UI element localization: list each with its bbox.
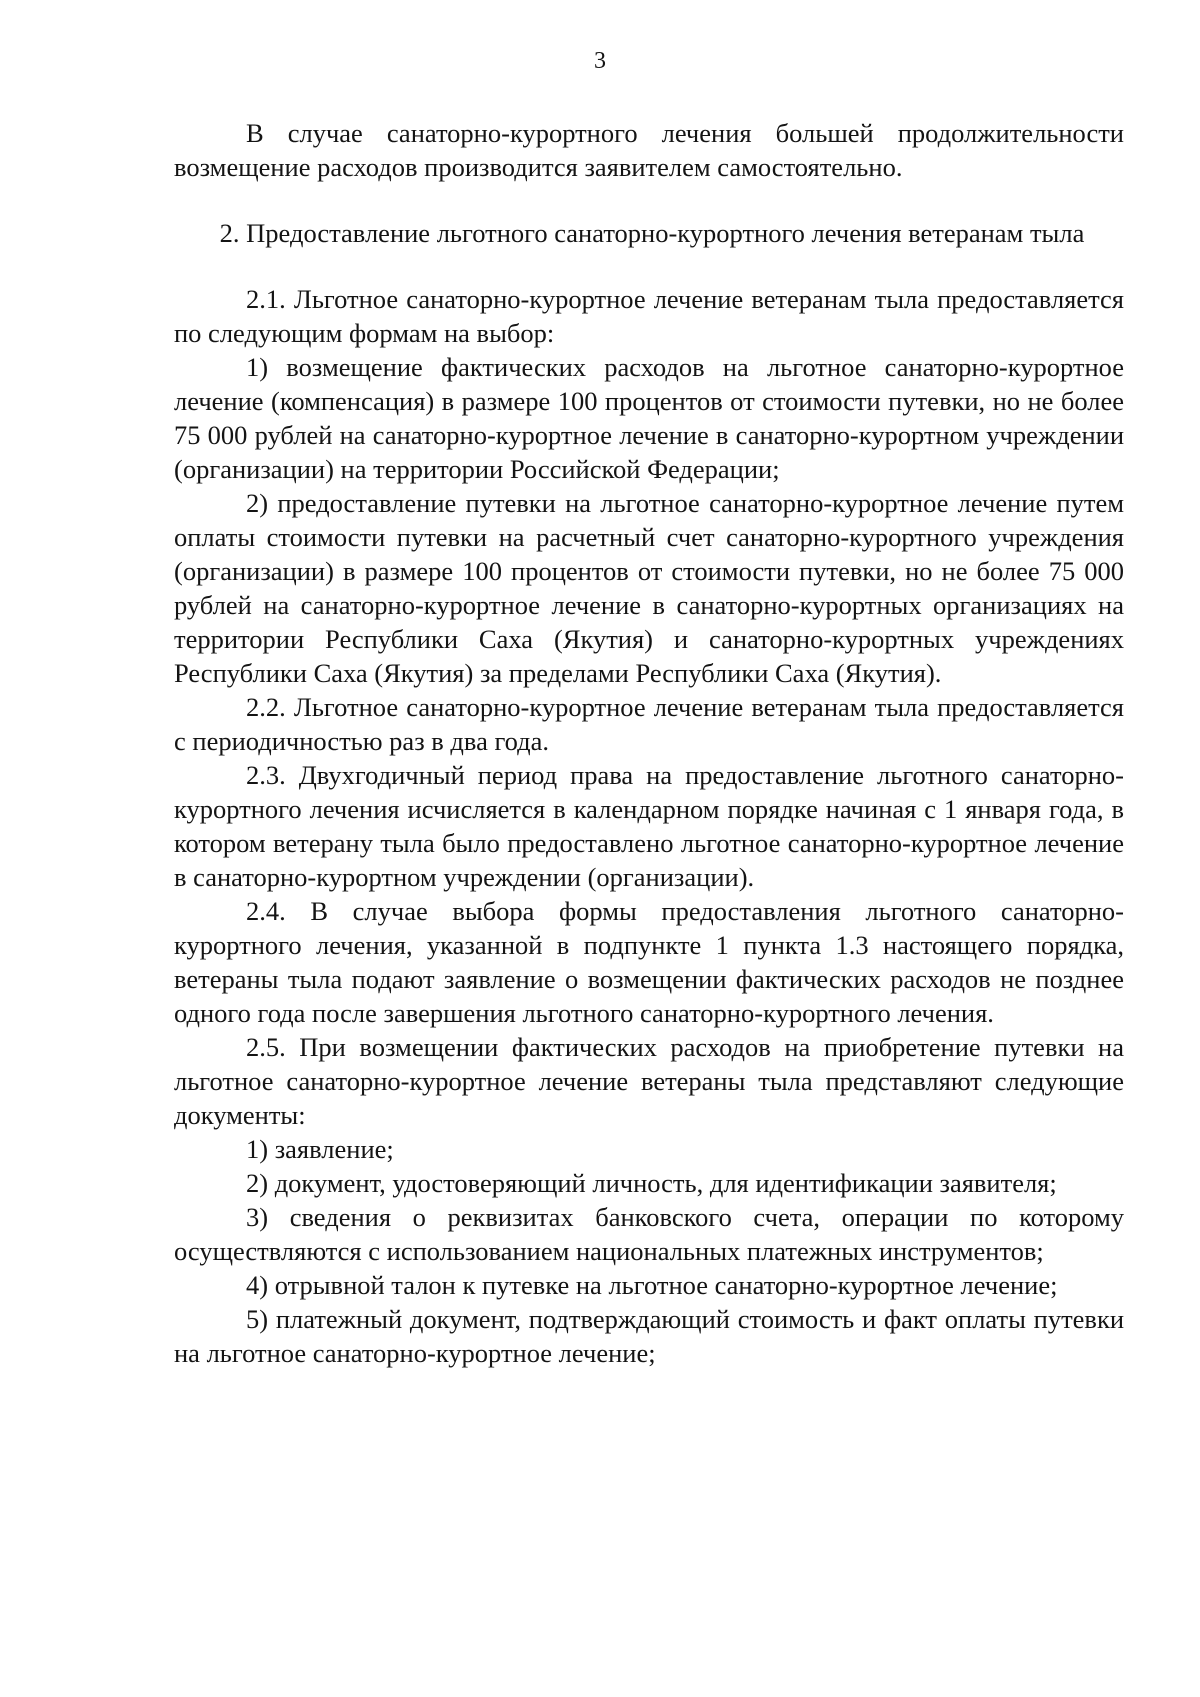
- paragraph-2-5-item-2: 2) документ, удостоверяющий личность, для идентификации заявителя;: [246, 1168, 1057, 1198]
- paragraph-2-4: 2.4. В случае выбора формы предоставления льготного санаторно-курортного лечения, указанной в подпункте 1 пункта 1.3 настоящего порядка, ветераны тыла подают заявление о возмещении фактических расходов не позднее одного года после завершения льготного санаторно-курортного лечения.: [174, 896, 1124, 1028]
- paragraph-reimbursement-note: В случае санаторно-курортного лечения большей продолжительности возмещение расходов производится заявителем самостоятельно.: [174, 118, 1124, 182]
- document-body: [174, 116, 1124, 1370]
- paragraph-2-5: 2.5. При возмещении фактических расходов на приобретение путевки на льготное санаторно-курортное лечение ветераны тыла представляют следующие документы:: [174, 1032, 1124, 1130]
- paragraph-2-5-item-3: 3) сведения о реквизитах банковского счета, операции по которому осуществляются с использованием национальных платежных инструментов;: [174, 1202, 1124, 1266]
- paragraph-2-1: 2.1. Льготное санаторно-курортное лечение ветеранам тыла предоставляется по следующим формам на выбор:: [174, 284, 1124, 348]
- paragraph-2-1-item-2: 2) предоставление путевки на льготное санаторно-курортное лечение путем оплаты стоимости путевки на расчетный счет санаторно-курортного учреждения (организации) в размере 100 процентов от стоимости путевки, но не более 75 000 рублей на санаторно-курортное лечение в санаторно-курортных организациях на территории Республики Саха (Якутия) и санаторно-курортных учреждениях Республики Саха (Якутия) за пределами Республики Саха (Якутия).: [174, 488, 1124, 688]
- section-heading: 2. Предоставление льготного санаторно-курортного лечения ветеранам тыла: [219, 218, 1085, 248]
- paragraph-2-2: 2.2. Льготное санаторно-курортное лечение ветеранам тыла предоставляется с периодичностью раз в два года.: [174, 692, 1124, 756]
- paragraph-2-5-item-1: 1) заявление;: [246, 1134, 394, 1164]
- page-number: 3: [594, 48, 606, 74]
- paragraph-2-5-item-5: 5) платежный документ, подтверждающий стоимость и факт оплаты путевки на льготное санаторно-курортное лечение;: [174, 1304, 1124, 1368]
- paragraph-2-5-item-4: 4) отрывной талон к путевке на льготное санаторно-курортное лечение;: [246, 1270, 1058, 1300]
- paragraph-2-1-item-1: 1) возмещение фактических расходов на льготное санаторно-курортное лечение (компенсация) в размере 100 процентов от стоимости путевки, но не более 75 000 рублей на санаторно-курортное лечение в санаторно-курортном учреждении (организации) на территории Российской Федерации;: [174, 352, 1124, 484]
- paragraph-2-3: 2.3. Двухгодичный период права на предоставление льготного санаторно-курортного лечения исчисляется в календарном порядке начиная с 1 января года, в котором ветерану тыла было предоставлено льготное санаторно-курортное лечение в санаторно-курортном учреждении (организации).: [174, 760, 1124, 892]
